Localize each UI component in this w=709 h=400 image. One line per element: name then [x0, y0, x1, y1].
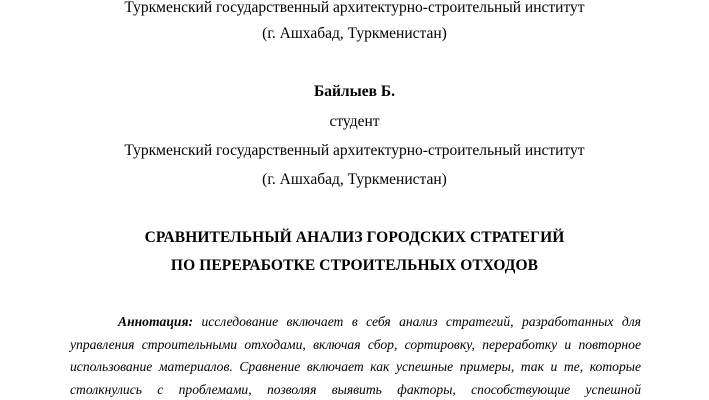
author-2-role: студент [329, 113, 380, 130]
paper-title-line-1: СРАВНИТЕЛЬНЫЙ АНАЛИЗ ГОРОДСКИХ СТРАТЕГИЙ [144, 229, 565, 246]
abstract-line-1 [70, 311, 641, 334]
author-2-institute: Туркменский государственный архитектурно-строительный институт [124, 142, 585, 159]
abstract-block [70, 311, 641, 400]
author-2-location: (г. Ашхабад, Туркменистан) [262, 171, 447, 188]
abstract-line-2: управления строительными отходами, включая сбор, сортировку, переработку и повторное [70, 336, 641, 352]
abstract-line-1-text: исследование включает в себя анализ стратегий, разработанных для [201, 314, 641, 329]
affiliation-1-institute: Туркменский государственный архитектурно-строительный институт [124, 0, 585, 16]
abstract-line-3: использование материалов. Сравнение включает как успешные примеры, так и те, которые [70, 359, 641, 375]
author-2-name: Байлыев Б. [314, 83, 395, 100]
abstract-line-4: столкнулись с проблемами, позволяя выявить факторы, способствующие успешной [70, 382, 641, 398]
abstract-label: Аннотация: [118, 314, 193, 329]
paper-title-line-2: ПО ПЕРЕРАБОТКЕ СТРОИТЕЛЬНЫХ ОТХОДОВ [170, 257, 539, 274]
affiliation-1-location: (г. Ашхабад, Туркменистан) [262, 25, 447, 42]
